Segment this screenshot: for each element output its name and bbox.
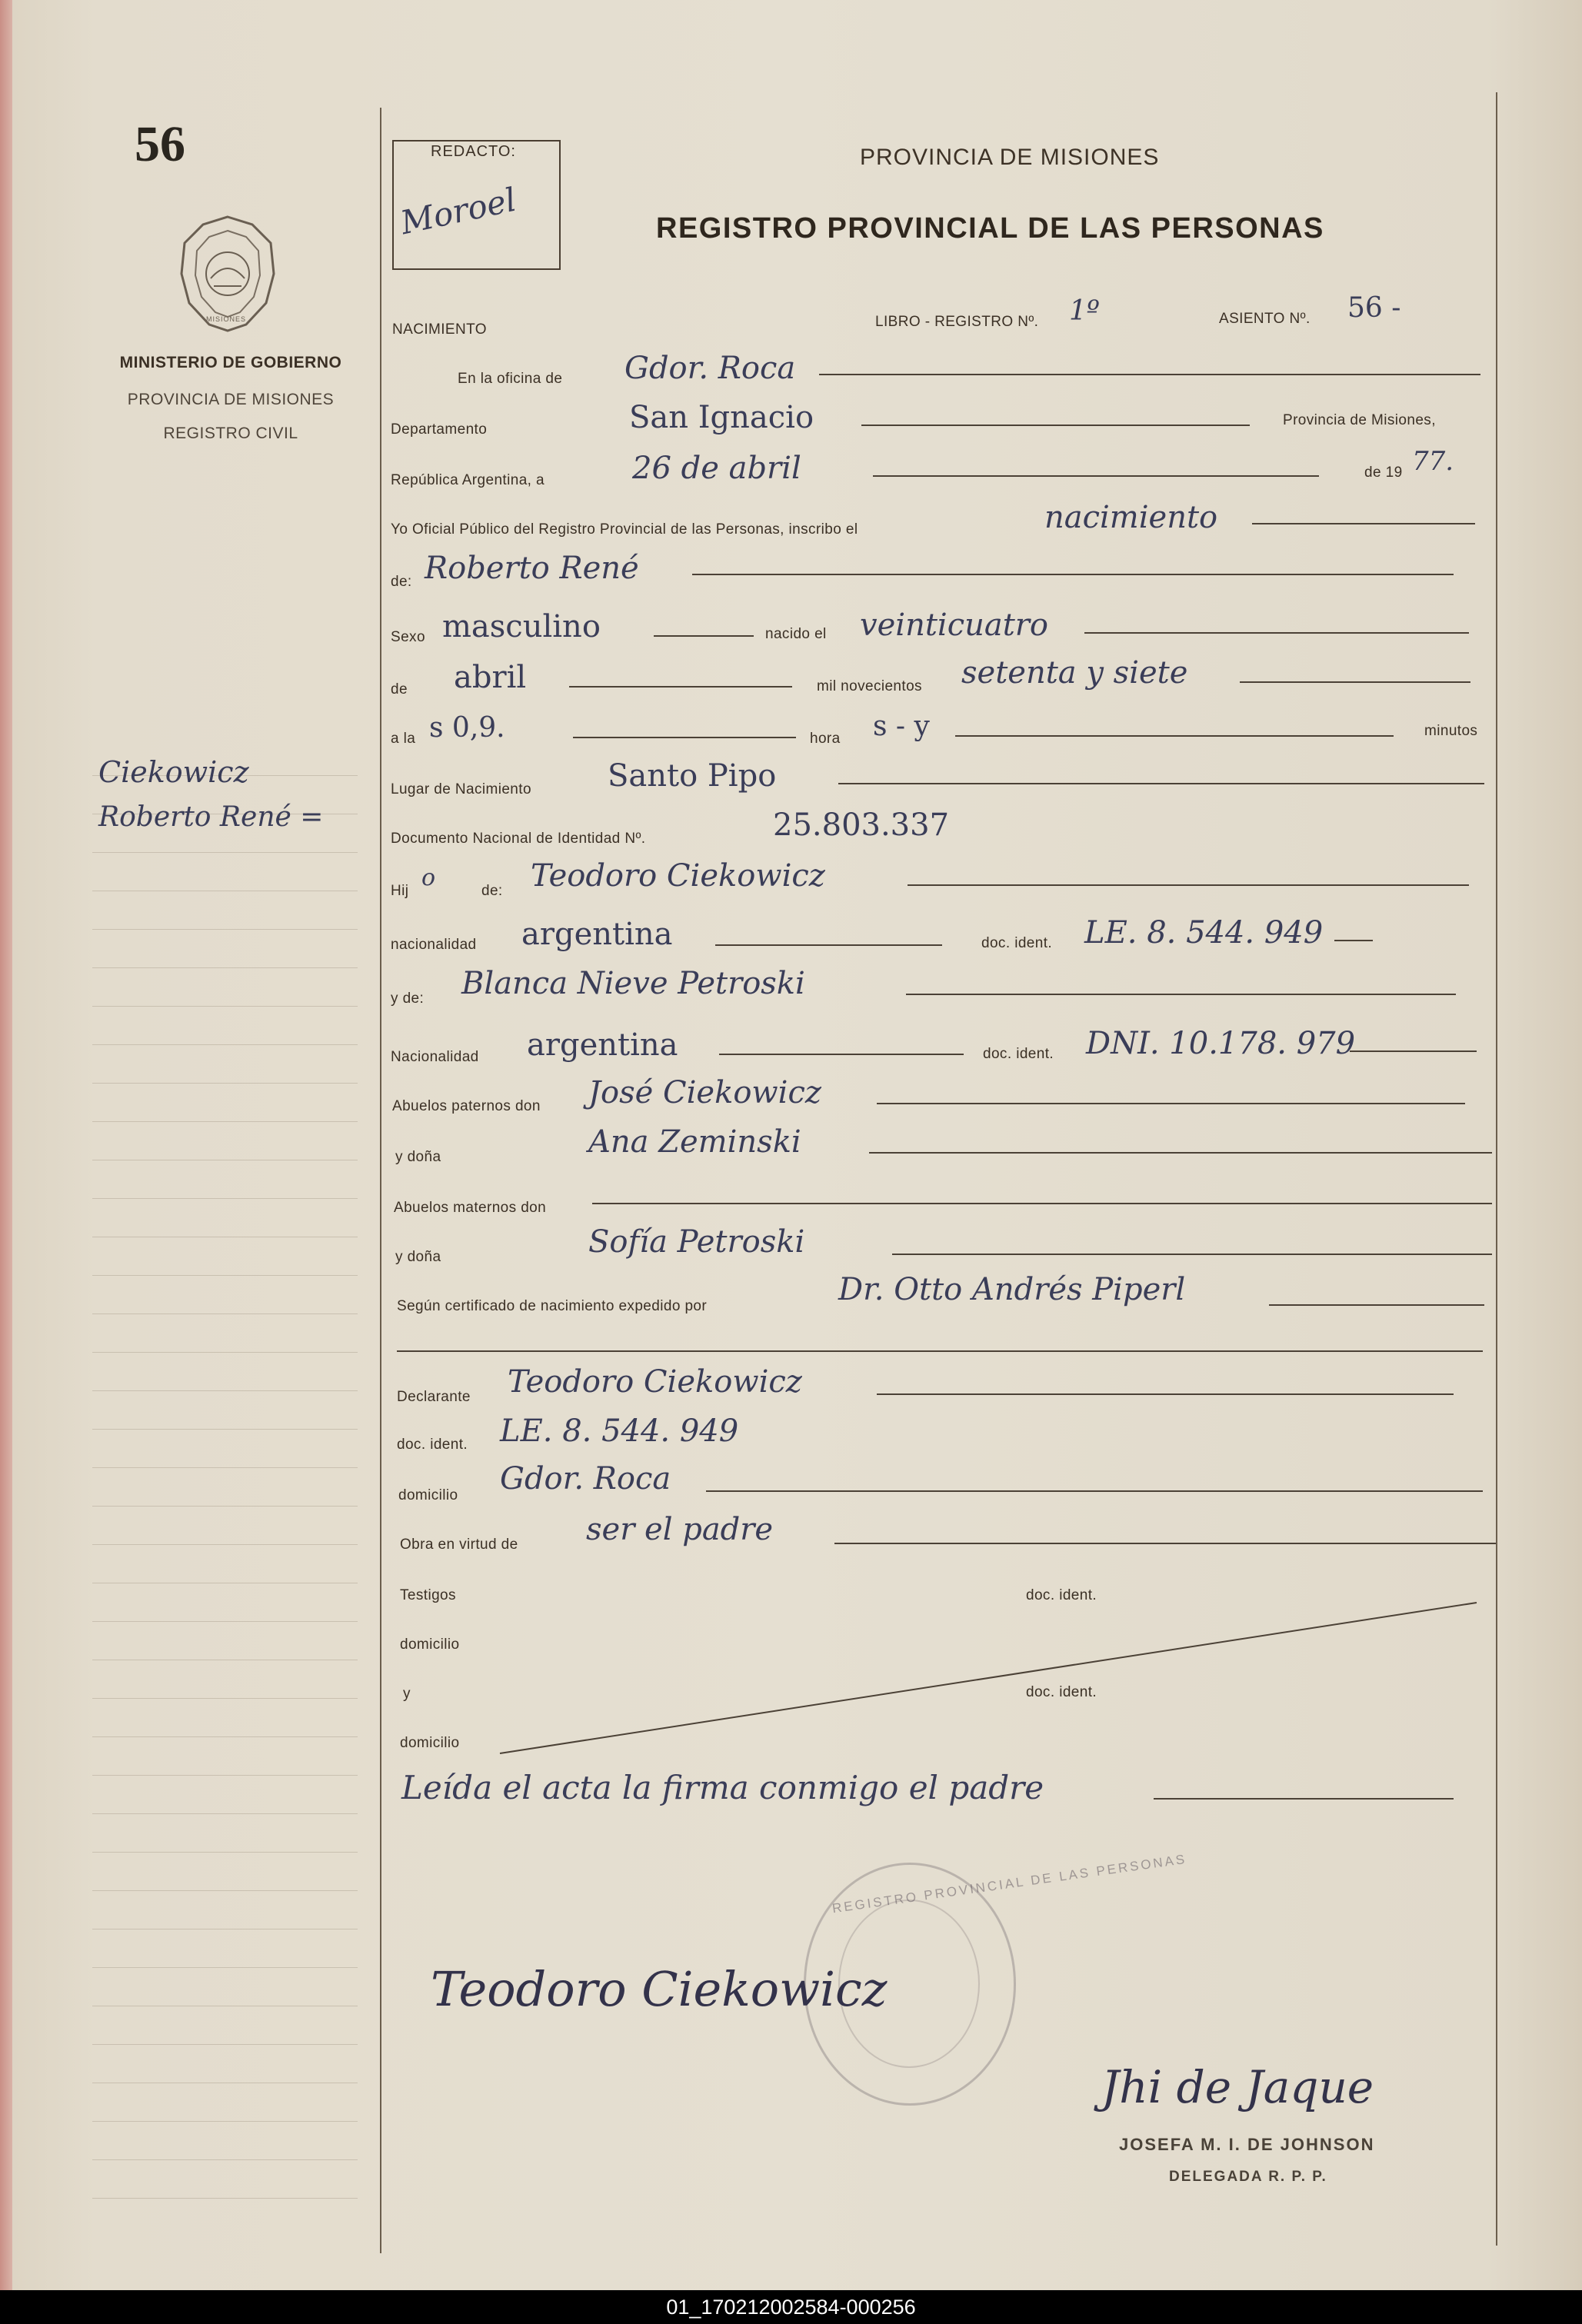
nombre-value: Roberto René xyxy=(425,551,639,586)
domicilio-line xyxy=(706,1490,1483,1492)
obra-label: Obra en virtud de xyxy=(400,1537,518,1553)
testigos-label: Testigos xyxy=(400,1587,456,1603)
doct1-label: doc. ident. xyxy=(1026,1587,1097,1603)
ledger-line xyxy=(92,1121,358,1122)
ministry-province: PROVINCIA DE MISIONES xyxy=(127,391,335,408)
inscribo-line xyxy=(1252,523,1475,524)
registry-title: REGISTRO PROVINCIAL DE LAS PERSONAS xyxy=(656,212,1324,245)
docd-label: doc. ident. xyxy=(397,1437,468,1453)
closing-statement: Leída el acta la firma conmigo el padre xyxy=(401,1769,1044,1806)
oficina-label: En la oficina de xyxy=(458,371,563,387)
ledger-line xyxy=(92,1429,358,1430)
ydona2-label: y doña xyxy=(395,1249,441,1265)
ledger-line xyxy=(92,1390,358,1391)
ledger-line xyxy=(92,1544,358,1545)
page-number: 56 xyxy=(135,116,185,172)
ledger-line xyxy=(92,1967,358,1968)
mes-value: abril xyxy=(454,660,527,695)
certificado-line xyxy=(1269,1304,1484,1306)
ydona1-label: y doña xyxy=(395,1149,441,1165)
asiento-value: 56 - xyxy=(1347,292,1401,324)
stamp-text: REGISTRO PROVINCIAL DE LAS PERSONAS xyxy=(831,1851,1188,1916)
hora-value: s - y xyxy=(873,711,930,742)
form-left-rule xyxy=(380,108,381,2253)
ledger-line xyxy=(92,1275,358,1276)
mil-label: mil novecientos xyxy=(817,678,922,694)
sexo-line xyxy=(654,635,754,637)
ledger-line xyxy=(92,1852,358,1853)
nombre-line xyxy=(692,574,1454,575)
departamento-value: San Ignacio xyxy=(629,400,814,435)
testigos-strikethrough xyxy=(492,1600,1492,1761)
hora-line xyxy=(955,735,1394,737)
abuelos-pat-label: Abuelos paternos don xyxy=(392,1098,541,1114)
ledger-line xyxy=(92,1352,358,1353)
abuelo-pat-value: José Ciekowicz xyxy=(588,1075,821,1110)
libro-value: 1º xyxy=(1069,295,1100,327)
seal-label: MISIONES xyxy=(206,315,247,323)
official-name-stamp: JOSEFA M. I. DE JOHNSON xyxy=(1119,2135,1375,2154)
ledger-line xyxy=(92,1083,358,1084)
ledger-line xyxy=(92,1467,358,1468)
obra-line xyxy=(834,1543,1496,1544)
certificado-label: Según certificado de nacimiento expedido por xyxy=(397,1298,708,1314)
abuela-pat-line xyxy=(869,1152,1492,1154)
yde-label: y de: xyxy=(391,991,425,1007)
ledger-line xyxy=(92,2198,358,2199)
nac2-label: Nacionalidad xyxy=(391,1049,479,1065)
sexo-value: masculino xyxy=(442,609,601,644)
declarante-label: Declarante xyxy=(397,1389,471,1405)
ledger-line xyxy=(92,1621,358,1622)
domicilio-value: Gdor. Roca xyxy=(500,1461,671,1497)
libro-label: LIBRO - REGISTRO Nº. xyxy=(875,314,1039,330)
hijo-suffix: o xyxy=(421,864,436,891)
margin-note-given-names: Roberto René = xyxy=(98,801,324,833)
nac2-line xyxy=(719,1054,964,1055)
page-edge xyxy=(0,0,12,2290)
official-signature: Jhi de Jaque xyxy=(1101,2061,1374,2113)
margin-note-surname: Ciekowicz xyxy=(98,755,249,789)
inscribo-value: nacimiento xyxy=(1044,500,1218,535)
y-label: y xyxy=(403,1686,411,1702)
madre-line xyxy=(906,994,1456,995)
anio-value: 77. xyxy=(1412,446,1454,477)
ledger-line xyxy=(92,1736,358,1737)
lugar-label: Lugar de Nacimiento xyxy=(391,781,531,797)
redacto-label: REDACTO: xyxy=(431,143,516,160)
declarant-signature: Teodoro Ciekowicz xyxy=(431,1961,888,2017)
departamento-label: Departamento xyxy=(391,421,488,438)
mes-line xyxy=(569,686,792,688)
abuela-mat-value: Sofía Petroski xyxy=(588,1224,805,1260)
declarante-line xyxy=(877,1393,1454,1395)
ledger-line xyxy=(92,2121,358,2122)
abuela-mat-line xyxy=(892,1254,1492,1255)
padre-line xyxy=(908,884,1469,886)
image-filename-label: 01_170212002584-000256 xyxy=(0,2290,1582,2324)
ledger-line xyxy=(92,1006,358,1007)
doc1-label: doc. ident. xyxy=(981,935,1053,951)
abuelo-mat-line xyxy=(592,1203,1492,1204)
record-type-label: NACIMIENTO xyxy=(392,321,487,338)
docd-value: LE. 8. 544. 949 xyxy=(500,1413,739,1449)
alas-line xyxy=(573,737,796,738)
domt1-label: domicilio xyxy=(400,1636,460,1653)
ledger-line xyxy=(92,1698,358,1699)
ledger-line xyxy=(92,1198,358,1199)
madre-value: Blanca Nieve Petroski xyxy=(461,966,805,1001)
certificado-line-2 xyxy=(397,1350,1483,1352)
fecha-value: 26 de abril xyxy=(632,451,801,486)
ledger-line xyxy=(92,1890,358,1891)
ledger-line xyxy=(92,967,358,968)
dni-label: Documento Nacional de Identidad Nº. xyxy=(391,831,646,847)
nac1-label: nacionalidad xyxy=(391,937,477,953)
nac1-line xyxy=(715,944,942,946)
oficina-value: Gdor. Roca xyxy=(624,351,796,386)
mil-value: setenta y siete xyxy=(961,655,1188,691)
abuela-pat-value: Ana Zeminski xyxy=(588,1124,801,1160)
republica-label: República Argentina, a xyxy=(391,472,545,488)
ministry-name: MINISTERIO DE GOBIERNO xyxy=(119,354,342,371)
obra-value: ser el padre xyxy=(586,1512,774,1547)
nac1-value: argentina xyxy=(521,917,673,952)
ledger-line xyxy=(92,1775,358,1776)
ledger-line xyxy=(92,1813,358,1814)
doc1-value: LE. 8. 544. 949 xyxy=(1084,915,1324,951)
alas-label: a la xyxy=(391,731,416,747)
nacido-line xyxy=(1084,632,1469,634)
padre-value: Teodoro Ciekowicz xyxy=(531,858,825,894)
redacto-initials: Moroel xyxy=(397,180,520,242)
lugar-line xyxy=(838,783,1484,784)
hora-label: hora xyxy=(810,731,841,747)
abuelo-pat-line xyxy=(877,1103,1465,1104)
ledger-line xyxy=(92,929,358,930)
ministry-office: REGISTRO CIVIL xyxy=(163,425,298,442)
nombre-label: de: xyxy=(391,574,412,590)
inscribo-label: Yo Oficial Público del Registro Provincial de las Personas, inscribo el xyxy=(391,521,858,538)
alas-value: s 0,9. xyxy=(429,712,505,744)
doc1-line xyxy=(1334,940,1373,941)
doc2-label: doc. ident. xyxy=(983,1046,1054,1062)
ledger-line xyxy=(92,852,358,853)
closing-line xyxy=(1154,1798,1454,1800)
domt2-label: domicilio xyxy=(400,1735,460,1751)
doct2-label: doc. ident. xyxy=(1026,1684,1097,1700)
hijo-de-label: de: xyxy=(481,883,503,899)
nacido-value: veinticuatro xyxy=(860,608,1048,643)
declarante-value: Teodoro Ciekowicz xyxy=(508,1364,802,1400)
provincia-label: Provincia de Misiones, xyxy=(1283,412,1436,428)
hijo-label: Hij xyxy=(391,883,409,899)
ledger-line xyxy=(92,2159,358,2160)
lugar-value: Santo Pipo xyxy=(608,758,777,794)
doc2-line xyxy=(1350,1050,1477,1052)
minutos-label: minutos xyxy=(1424,723,1478,739)
asiento-label: ASIENTO Nº. xyxy=(1219,311,1311,327)
abuelos-mat-label: Abuelos maternos don xyxy=(394,1200,547,1216)
form-right-rule xyxy=(1496,92,1497,2246)
official-title-stamp: DELEGADA R. P. P. xyxy=(1169,2169,1327,2185)
nacido-label: nacido el xyxy=(765,626,827,642)
ledger-line xyxy=(92,1044,358,1045)
certificado-value: Dr. Otto Andrés Piperl xyxy=(838,1272,1186,1307)
mil-line xyxy=(1240,681,1470,683)
sexo-label: Sexo xyxy=(391,629,425,645)
nac2-value: argentina xyxy=(527,1027,678,1063)
doc2-value: DNI. 10.178. 979 xyxy=(1086,1026,1356,1061)
fecha-line xyxy=(873,475,1319,477)
departamento-line xyxy=(861,425,1250,426)
mes-label: de xyxy=(391,681,408,698)
anio-prefix: de 19 xyxy=(1364,464,1403,481)
province-heading: PROVINCIA DE MISIONES xyxy=(860,145,1160,170)
ledger-line xyxy=(92,2044,358,2045)
oficina-line xyxy=(819,374,1480,375)
ledger-line xyxy=(92,1506,358,1507)
dni-value: 25.803.337 xyxy=(773,807,950,843)
ledger-line xyxy=(92,1313,358,1314)
domicilio-label: domicilio xyxy=(398,1487,458,1503)
